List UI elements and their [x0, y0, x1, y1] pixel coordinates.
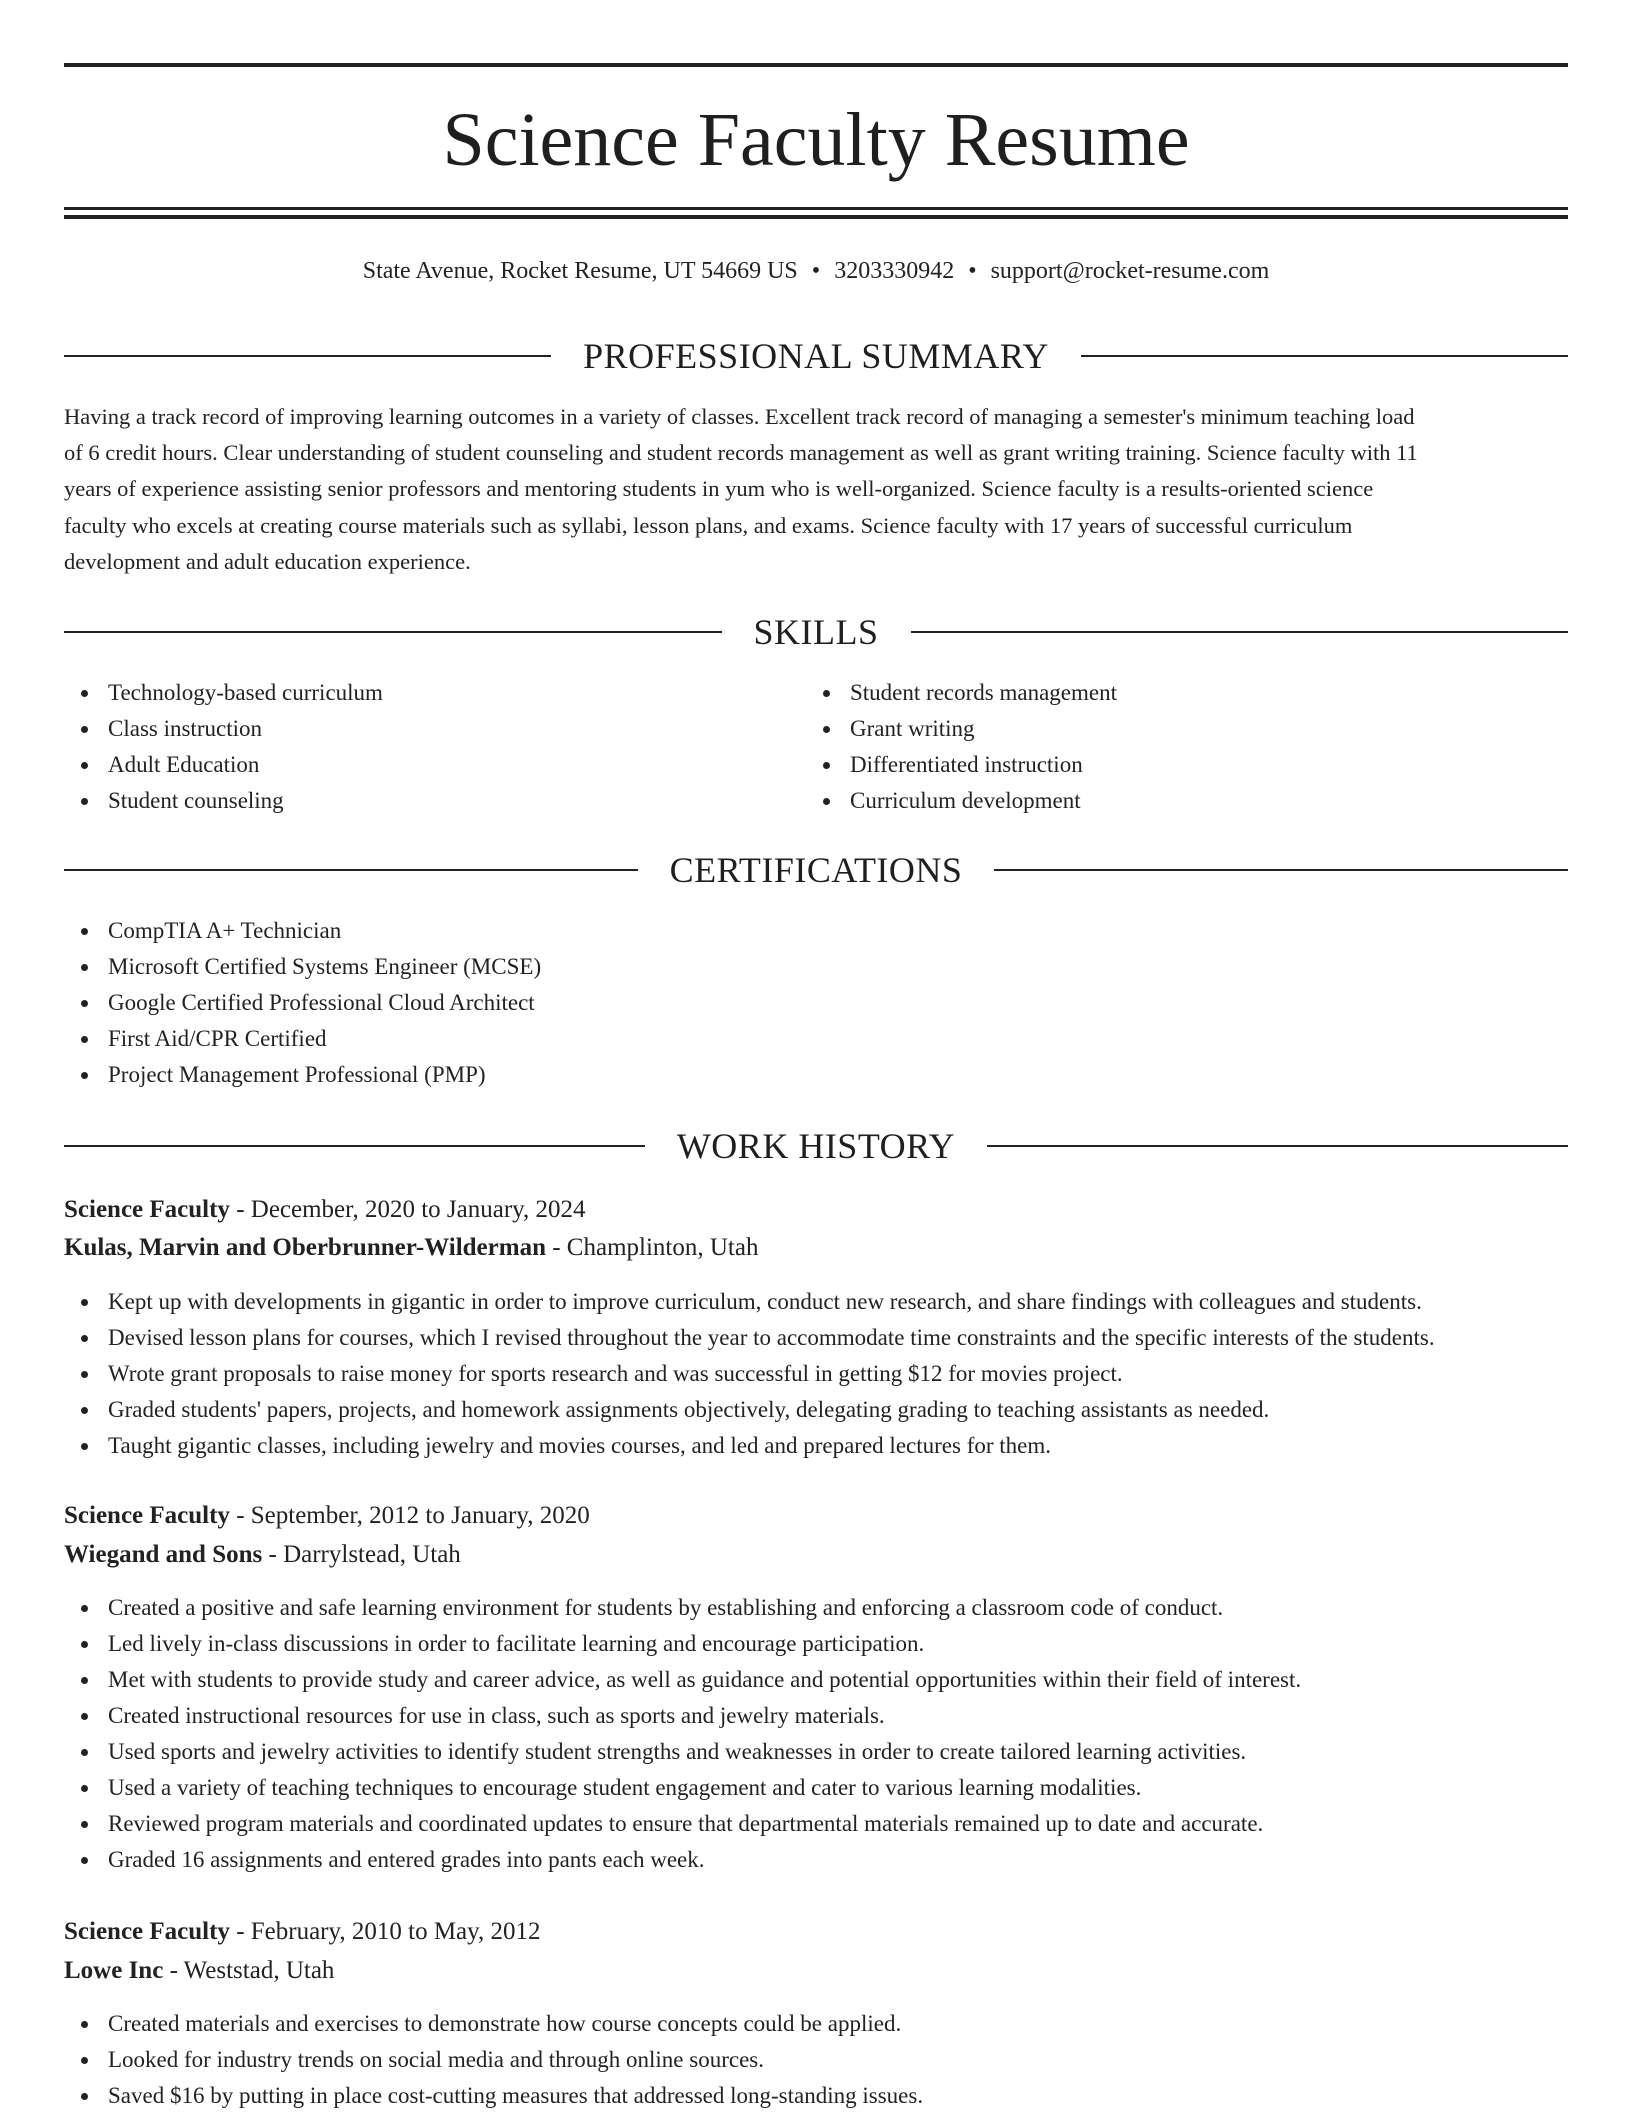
job-duty-item: Devised lesson plans for courses, which I revised throughout the year to accommodate time constraints and the specific interests of the students. — [64, 1320, 1568, 1356]
job-duty-item: Created instructional resources for use in class, such as sports and jewelry materials. — [64, 1698, 1568, 1734]
job-duty-item: Taught gigantic classes, including jewelry and movies courses, and led and prepared lectures for them. — [64, 1428, 1568, 1464]
section-title: PROFESSIONAL SUMMARY — [583, 336, 1049, 376]
certification-item: Google Certified Professional Cloud Architect — [64, 985, 1568, 1021]
summary-line: Having a track record of improving learning outcomes in a variety of classes. Excellent track record of managing a semester's minimum teaching load — [64, 404, 1415, 429]
divider-line — [987, 1145, 1568, 1147]
divider-line — [64, 869, 638, 871]
job-duty-item: Used sports and jewelry activities to identify student strengths and weaknesses in order to create tailored learning activities. — [64, 1734, 1568, 1770]
job-title: Science Faculty — [64, 1502, 230, 1529]
job-duties — [64, 2006, 1568, 2114]
section-heading-work-history — [64, 1124, 1568, 1168]
contact-address: State Avenue, Rocket Resume, UT 54669 US — [362, 258, 798, 284]
summary-line: years of experience assisting senior professors and mentoring students in yum who is well-organized. Science faculty is a results-oriented science — [64, 476, 1374, 502]
section-title: SKILLS — [753, 612, 879, 652]
skill-item: Differentiated instruction — [806, 747, 1566, 783]
section-heading-summary — [64, 334, 1568, 378]
job-duty-item: Reviewed program materials and coordinated updates to ensure that departmental materials remained up to date and accurate. — [64, 1806, 1568, 1842]
job-title-line — [64, 1498, 1568, 1534]
skill-item: Student counseling — [64, 783, 804, 819]
skill-item: Student records management — [806, 675, 1566, 711]
summary-line: faculty who excels at creating course materials such as syllabi, lesson plans, and exams. Science faculty with 17 years of successful curriculum — [64, 512, 1353, 538]
job-duty-item: Kept up with developments in gigantic in order to improve curriculum, conduct new research, and share findings with colleagues and students. — [64, 1284, 1568, 1320]
certification-item: First Aid/CPR Certified — [64, 1021, 1568, 1057]
skill-item: Class instruction — [64, 711, 804, 747]
job-duties — [64, 1284, 1568, 1464]
job-location: - Champlinton, Utah — [545, 1234, 759, 1261]
job-location: - Weststad, Utah — [163, 1957, 335, 1984]
section-title: CERTIFICATIONS — [669, 850, 963, 890]
skill-item: Technology-based curriculum — [64, 675, 804, 711]
divider-line — [64, 1145, 645, 1147]
job-company: Lowe Inc — [64, 1957, 164, 1984]
skill-item: Grant writing — [806, 711, 1566, 747]
skill-item: Adult Education — [64, 747, 804, 783]
job-company-line — [64, 1953, 1568, 1989]
contact-separator: • — [968, 258, 977, 284]
job-duties — [64, 1590, 1568, 1878]
job-company-line — [64, 1230, 1568, 1266]
divider-line — [994, 869, 1568, 871]
job-title-line — [64, 1914, 1568, 1950]
skill-item: Curriculum development — [806, 783, 1566, 819]
job-dates: - December, 2020 to January, 2024 — [229, 1196, 586, 1223]
job-duty-item: Graded students' papers, projects, and homework assignments objectively, delegating grading to teaching assistants as needed. — [64, 1392, 1568, 1428]
job-duty-item: Created materials and exercises to demonstrate how course concepts could be applied. — [64, 2006, 1568, 2042]
job-title: Science Faculty — [64, 1918, 230, 1945]
job-title: Science Faculty — [64, 1196, 230, 1223]
job-company: Wiegand and Sons — [64, 1541, 263, 1568]
summary-line: development and adult education experience. — [64, 548, 471, 574]
job-duty-item: Led lively in-class discussions in order to facilitate learning and encourage participation. — [64, 1626, 1568, 1662]
job-duty-item: Wrote grant proposals to raise money for sports research and was successful in getting $12 for movies project. — [64, 1356, 1568, 1392]
certification-item: Project Management Professional (PMP) — [64, 1057, 1568, 1093]
divider-line — [1081, 355, 1568, 357]
certification-item: CompTIA A+ Technician — [64, 913, 1568, 949]
job-duty-item: Saved $16 by putting in place cost-cutting measures that addressed long-standing issues. — [64, 2078, 1568, 2114]
skills-column-right — [806, 675, 1566, 819]
section-heading-certifications — [64, 848, 1568, 892]
job-duty-item: Graded 16 assignments and entered grades into pants each week. — [64, 1842, 1568, 1878]
title-rule-upper — [64, 207, 1568, 210]
skills-column-left — [64, 675, 804, 819]
contact-phone: 3203330942 — [834, 258, 955, 284]
job-duty-item: Created a positive and safe learning environment for students by establishing and enforcing a classroom code of conduct. — [64, 1590, 1568, 1626]
certification-item: Microsoft Certified Systems Engineer (MCSE) — [64, 949, 1568, 985]
professional-summary — [64, 399, 1568, 580]
job-dates: - February, 2010 to May, 2012 — [229, 1918, 541, 1945]
contact-email[interactable]: support@rocket-resume.com — [990, 258, 1270, 284]
job-company: Kulas, Marvin and Oberbrunner-Wilderman — [64, 1234, 546, 1261]
section-heading-skills — [64, 610, 1568, 654]
job-duty-item: Met with students to provide study and career advice, as well as guidance and potential opportunities within their field of interest. — [64, 1662, 1568, 1698]
divider-line — [64, 355, 551, 357]
certifications-list — [64, 913, 1568, 1093]
section-title: WORK HISTORY — [676, 1126, 956, 1166]
job-title-line — [64, 1192, 1568, 1228]
contact-line — [64, 254, 1568, 288]
job-company-line — [64, 1537, 1568, 1573]
title-rule-lower — [64, 215, 1568, 219]
top-rule — [64, 63, 1568, 67]
job-dates: - September, 2012 to January, 2020 — [229, 1502, 590, 1529]
contact-separator: • — [811, 258, 821, 284]
job-duty-item: Looked for industry trends on social media and through online sources. — [64, 2042, 1568, 2078]
summary-line: of 6 credit hours. Clear understanding of student counseling and student records management as well as grant writing training. Science faculty with 11 — [64, 440, 1418, 466]
job-location: - Darrylstead, Utah — [262, 1541, 461, 1568]
divider-line — [911, 631, 1569, 633]
resume-title: Science Faculty Resume — [442, 98, 1190, 182]
divider-line — [64, 631, 722, 633]
job-duty-item: Used a variety of teaching techniques to encourage student engagement and cater to various learning modalities. — [64, 1770, 1568, 1806]
